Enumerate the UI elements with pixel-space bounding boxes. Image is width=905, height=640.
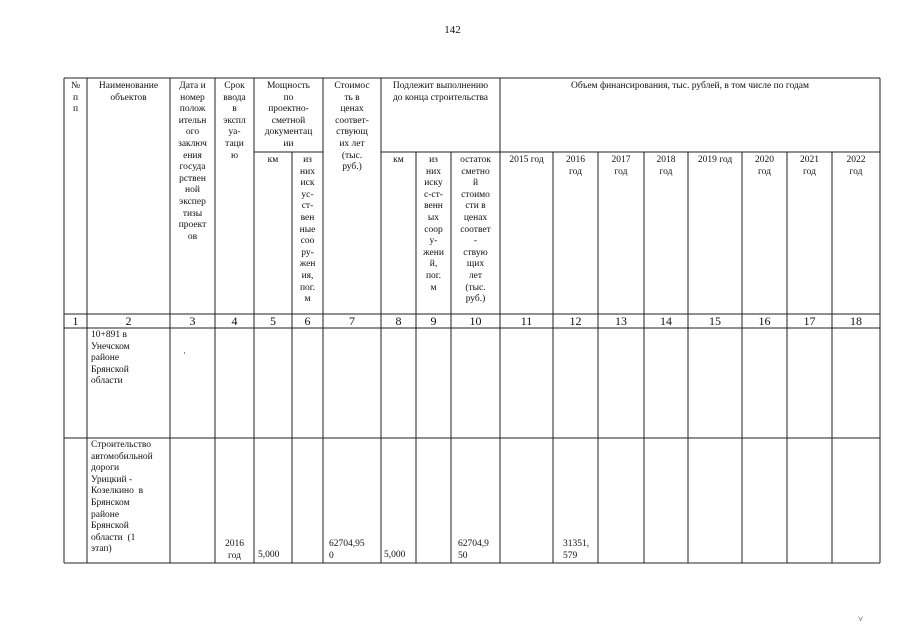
- column-number: 15: [709, 314, 721, 328]
- header-year-2022: 2022 год: [846, 155, 866, 177]
- header-object-name: Наименование объектов: [98, 81, 159, 103]
- row2-financing-2016: 31351, 579: [563, 539, 590, 561]
- header-commissioning: Срок ввода в экспл уа- таци ю: [223, 81, 246, 161]
- header-remaining-km: км: [393, 155, 404, 165]
- row2-commissioning: 2016 год: [225, 539, 244, 561]
- header-year-2018: 2018 год: [656, 155, 676, 177]
- column-number: 3: [189, 314, 196, 328]
- header-year-2017: 2017 год: [611, 155, 631, 177]
- header-capacity-km: км: [267, 155, 279, 165]
- row2-cost: 62704,95 0: [329, 539, 365, 561]
- row2-remaining-cost: 62704,9 50: [458, 539, 489, 561]
- column-number: 17: [803, 314, 816, 328]
- row1-mark: ·: [183, 348, 186, 358]
- column-number: 1: [72, 314, 79, 328]
- header-remaining-cost: остаток сметно й стоимо сти в ценах соответ - ствую щих лет (тыс. руб.): [460, 155, 491, 305]
- column-number: 12: [569, 314, 582, 328]
- column-number: 4: [231, 314, 238, 328]
- row2-object-name: Строительство автомобильной дороги Урицкий - Козелкино в Брянском районе Брянской области (1 этап): [91, 440, 153, 555]
- column-number: 14: [660, 314, 672, 328]
- row2-remaining-km: 5,000: [384, 550, 406, 560]
- column-number: 6: [304, 314, 311, 328]
- header-remaining-group: Подлежит выполнению до конца строительства: [392, 81, 489, 103]
- column-number: 11: [520, 314, 533, 328]
- header-remaining-structures: из них иску с-ст- венн ых соор у- жени й, пог. м: [423, 155, 444, 293]
- column-number: 9: [430, 314, 437, 328]
- column-number: 5: [270, 314, 276, 328]
- column-number: 7: [349, 314, 355, 328]
- header-financing-group: Объем финансирования, тыс. рублей, в том числе по годам: [570, 81, 810, 91]
- header-capacity-group: Мощность по проектно- сметной документац ии: [264, 81, 313, 149]
- page-number: 142: [444, 24, 461, 36]
- row2-capacity-km: 5,000: [258, 550, 280, 560]
- header-year-2020: 2020 год: [755, 155, 774, 177]
- footer-mark: ˅: [858, 614, 864, 624]
- column-number: 18: [850, 314, 862, 328]
- header-number: № п п: [70, 81, 81, 115]
- column-number: 10: [469, 314, 482, 328]
- header-cost: Стоимос ть в ценах соответ- ствующ их лет (тыс. руб.): [334, 81, 370, 173]
- column-number: 8: [395, 314, 402, 328]
- header-year-2015: 2015 год: [509, 155, 544, 165]
- column-number: 2: [125, 314, 132, 328]
- column-number: 16: [758, 314, 771, 328]
- header-capacity-structures: из них иск ус- ст- вен ные соо ру- жен ия, пог. м: [299, 155, 316, 305]
- header-year-2016: 2016 год: [566, 155, 585, 177]
- header-year-2019: 2019 год: [697, 155, 733, 165]
- row1-object-name: 10+891 в Унечском районе Брянской области: [91, 330, 130, 387]
- header-expertise-date: Дата и номер полож ительн ого заключ ения госуда рствен ной экспер тизы проект ов: [178, 81, 207, 242]
- header-year-2021: 2021 год: [800, 155, 819, 177]
- column-number: 13: [615, 314, 627, 328]
